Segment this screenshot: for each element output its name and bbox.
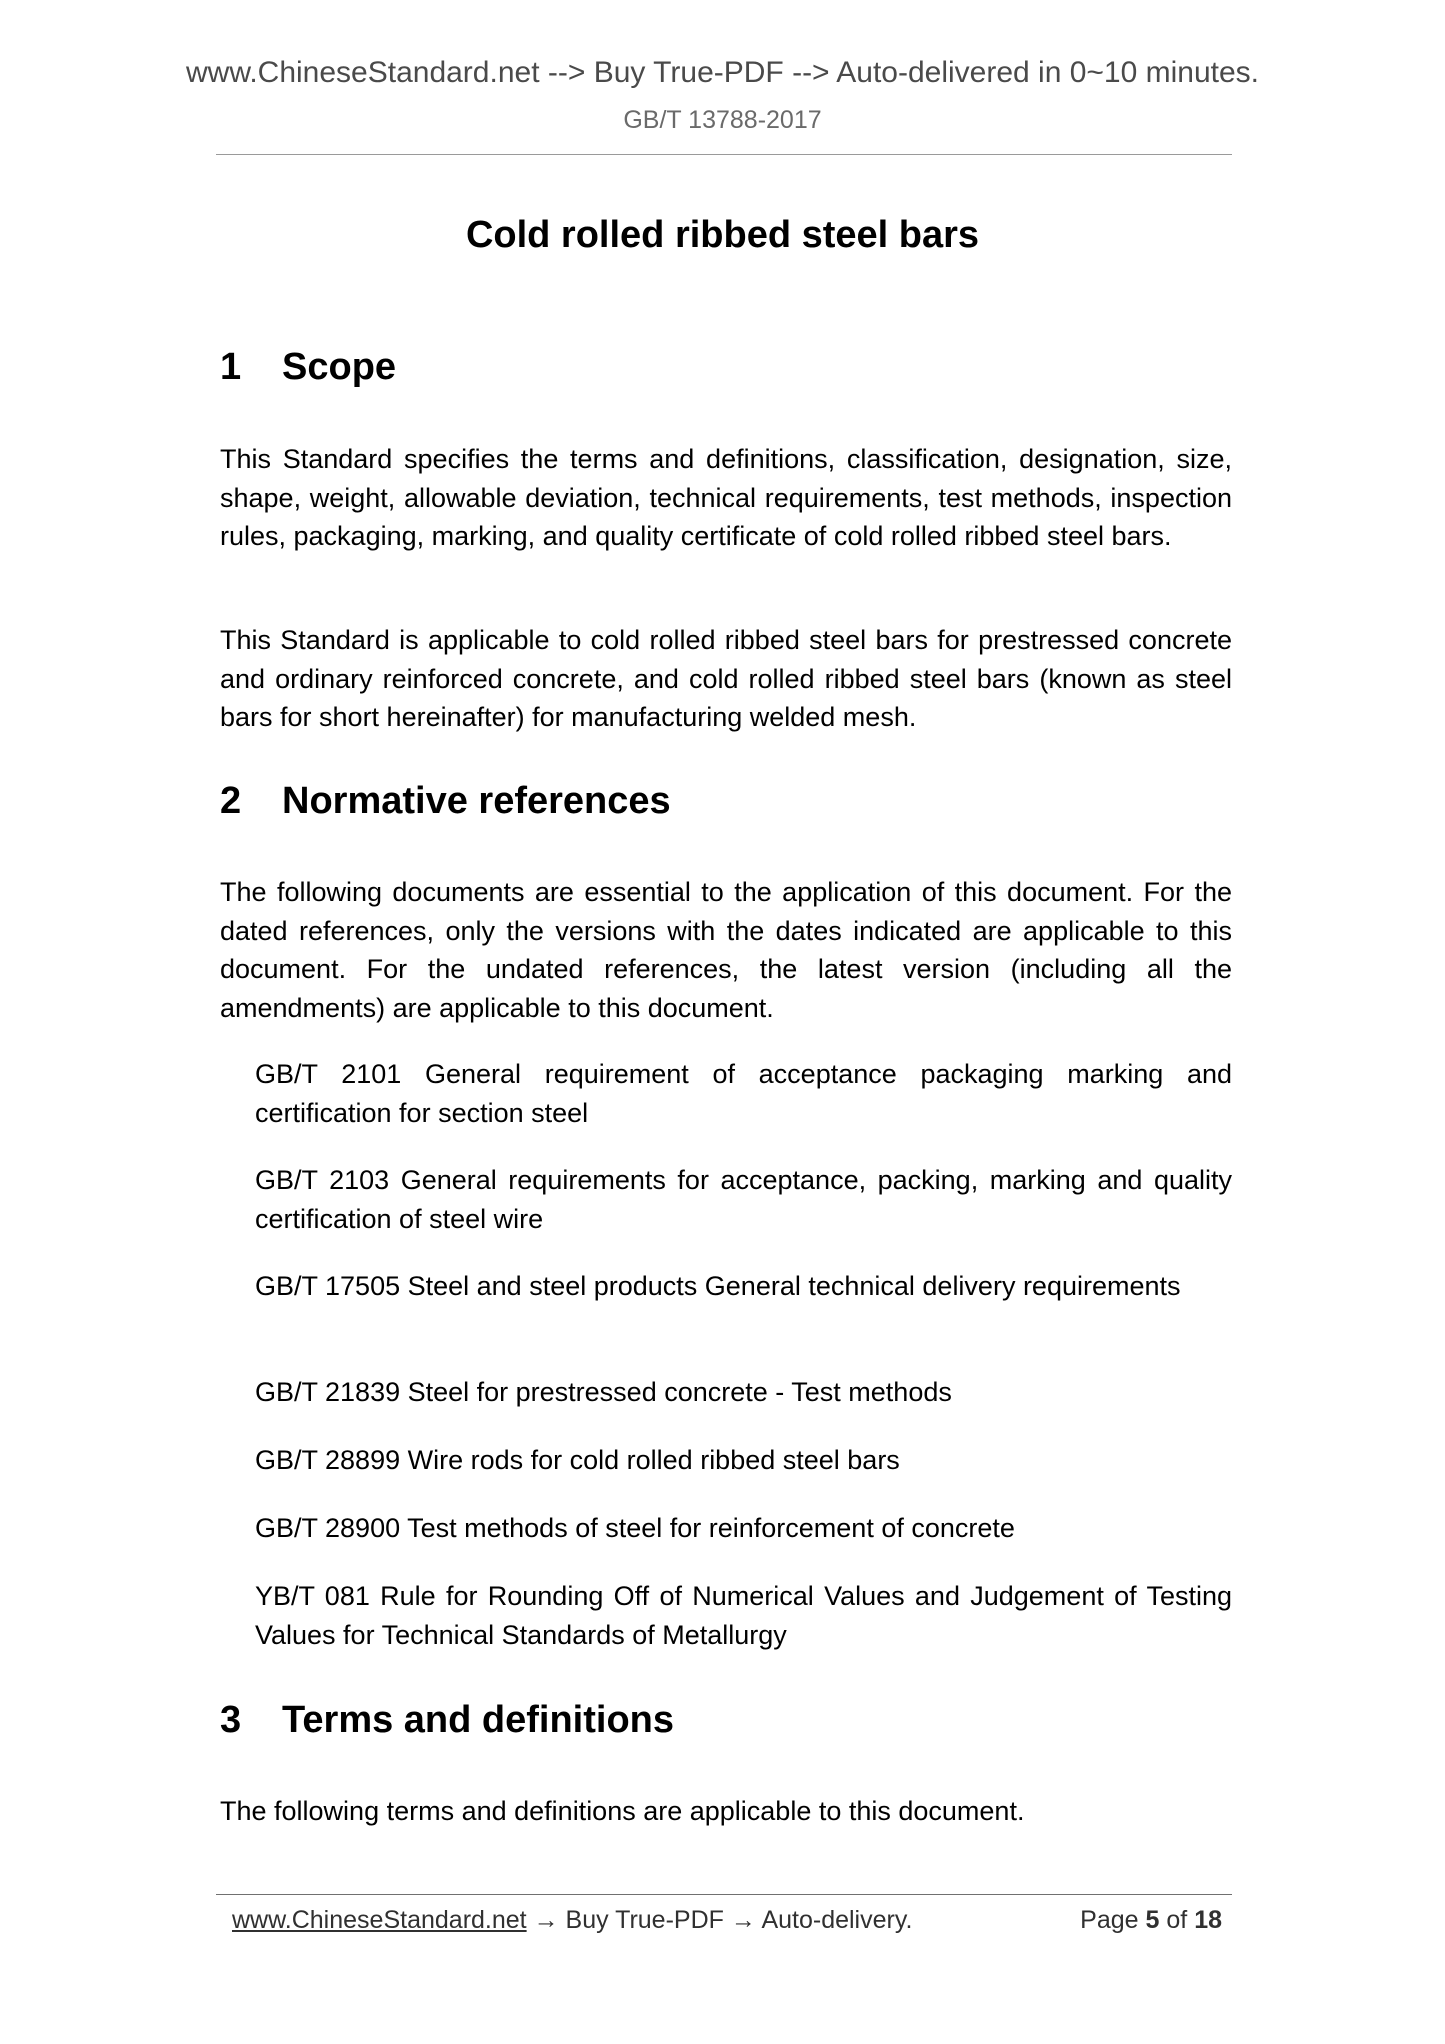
section-heading-scope [220, 346, 396, 389]
section-title: Normative references [282, 780, 671, 822]
footer-divider [216, 1894, 1232, 1895]
terms-intro-paragraph: The following terms and definitions are applicable to this document. [220, 1796, 1025, 1826]
section-title: Scope [282, 346, 397, 388]
section-heading-terms-and-definitions [220, 1699, 674, 1742]
page-of: of [1166, 1906, 1188, 1934]
reference-item: GB/T 2101 General requirement of acceptance packaging marking and certification for section steel [255, 1059, 1232, 1128]
reference-item: GB/T 17505 Steel and steel products General technical delivery requirements [255, 1271, 1181, 1301]
reference-item: YB/T 081 Rule for Rounding Off of Numerical Values and Judgement of Testing Values for Technical Standards of Metallurgy [255, 1581, 1232, 1650]
arrow-right-icon: → [730, 1906, 756, 1934]
page-word: Page [1080, 1906, 1139, 1934]
references-intro-paragraph: The following documents are essential to the application of this document. For the dated references, only the versions with the dates indicated are applicable to this document. For the undated references, the latest version (including all the amendments) are applicable to this document. [220, 877, 1232, 1023]
document-title: Cold rolled ribbed steel bars [465, 214, 980, 256]
header-standard-code: GB/T 13788-2017 [623, 106, 822, 134]
section-number: 3 [220, 1699, 242, 1741]
section-number: 1 [220, 346, 242, 388]
section-title: Terms and definitions [282, 1699, 675, 1741]
header-promo-line: www.ChineseStandard.net --> Buy True-PDF --> Auto-delivered in 0~10 minutes. [185, 56, 1260, 89]
page-total: 18 [1194, 1906, 1222, 1934]
scope-paragraph-2: This Standard is applicable to cold rolled ribbed steel bars for prestressed concrete and ordinary reinforced concrete, and cold rolled ribbed steel bars (known as steel bars for short hereinafter) for manufacturing welded mesh. [220, 625, 1232, 732]
scope-paragraph-1: This Standard specifies the terms and definitions, classification, designation, size, shape, weight, allowable deviation, technical requirements, test methods, inspection rules, packaging, marking, and quality certificate of cold rolled ribbed steel bars. [220, 444, 1232, 551]
reference-item: GB/T 28900 Test methods of steel for reinforcement of concrete [255, 1513, 1015, 1543]
page-number [1080, 1898, 1222, 1942]
reference-item: GB/T 28899 Wire rods for cold rolled ribbed steel bars [255, 1445, 900, 1475]
header-divider [216, 154, 1232, 155]
reference-item: GB/T 2103 General requirements for acceptance, packing, marking and quality certification of steel wire [255, 1165, 1232, 1234]
reference-item: GB/T 21839 Steel for prestressed concrete - Test methods [255, 1377, 952, 1407]
footer-buy-text: Buy True-PDF [565, 1906, 724, 1934]
page-footer [232, 1898, 1222, 1942]
arrow-right-icon: → [533, 1906, 559, 1934]
footer-site-link[interactable]: www.ChineseStandard.net [232, 1906, 527, 1934]
page-current: 5 [1145, 1906, 1160, 1934]
footer-delivery-text: Auto-delivery. [761, 1906, 913, 1934]
section-number: 2 [220, 780, 242, 822]
footer-promo [232, 1898, 912, 1942]
section-heading-normative-references [220, 780, 671, 823]
